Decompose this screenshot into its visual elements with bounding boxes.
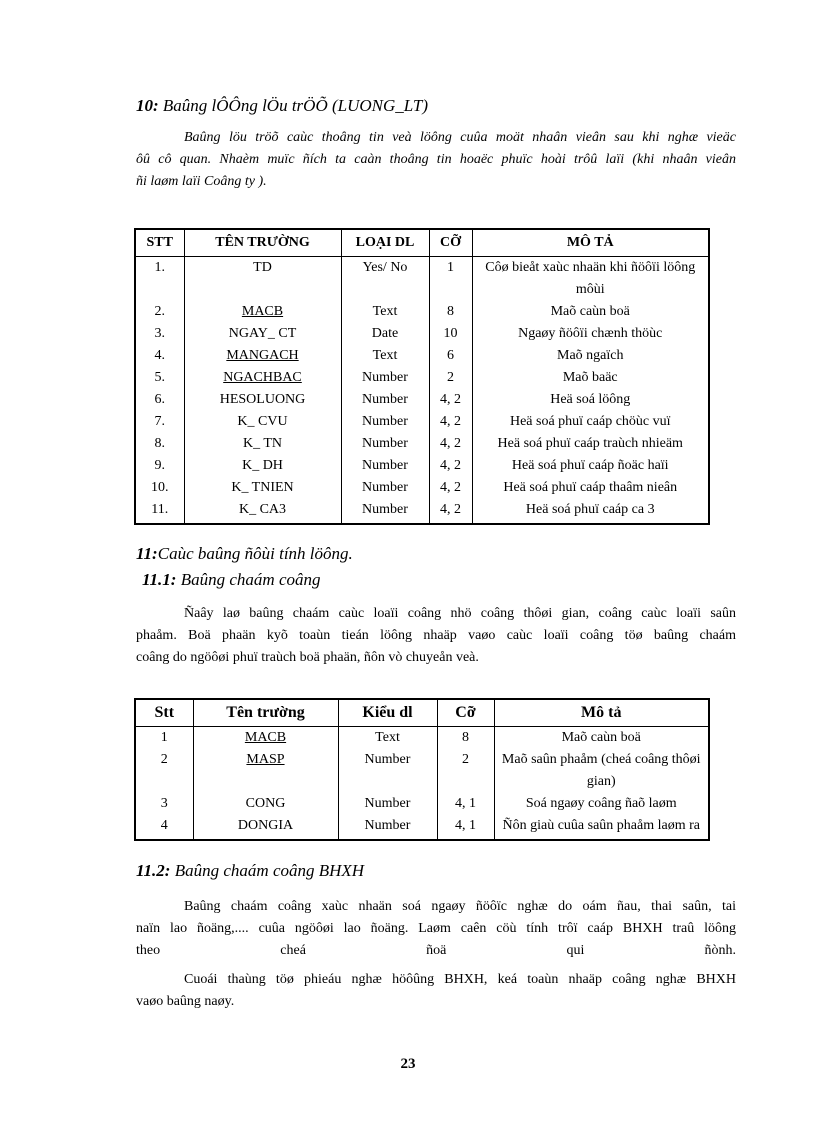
- cell-size: [429, 367, 472, 389]
- cell-size-text: 4, 1: [455, 818, 476, 833]
- cell-description-text: Maõ saûn phaåm (cheá coâng thôøi gian): [501, 752, 701, 789]
- para-line: Ñaây laø baûng chaám caùc loaïi coâng nhö coâng thôøi gian, coâng caùc loaïi saûn: [184, 606, 736, 621]
- cell-description: [472, 345, 709, 367]
- cell-description: [494, 749, 709, 793]
- cell-field-name-text: K_ TN: [242, 436, 283, 451]
- cell-data-type-text: Text: [372, 348, 398, 363]
- cell-data-type-text: Number: [362, 370, 408, 385]
- word: qui: [566, 943, 585, 958]
- cell-data-type-text: Number: [362, 458, 408, 473]
- cell-description-text: Maõ caùn boä: [550, 304, 630, 319]
- cell-data-type-text: Number: [362, 436, 408, 451]
- cell-stt-text: 7.: [154, 414, 165, 429]
- cell-field-name-text: MACB: [244, 730, 287, 745]
- cell-stt-text: 10.: [151, 480, 169, 495]
- section-10-heading: [136, 96, 428, 116]
- cell-description-text: Heä soá löông: [550, 392, 631, 407]
- cell-size: [437, 727, 494, 750]
- section-11-2-paragraph-1: [136, 896, 736, 962]
- word: cheá: [280, 943, 306, 958]
- section-11-1-title: Baûng chaám coâng: [176, 570, 321, 589]
- cell-data-type: [338, 727, 437, 750]
- cell-field-name: [193, 793, 338, 815]
- cell-size: [429, 411, 472, 433]
- word: ñònh.: [704, 943, 736, 958]
- para-line: Baûng chaám coâng xaùc nhaän soá ngaøy ñöôïc nghæ do oám ñau, thai saûn, tai: [184, 899, 736, 914]
- cell-stt: [135, 749, 193, 793]
- section-11-2-title: Baûng chaám coâng BHXH: [170, 861, 365, 880]
- cell-data-type-text: Date: [371, 326, 399, 341]
- cell-description: [472, 367, 709, 389]
- cell-size: [429, 433, 472, 455]
- section-11-number: 11:: [136, 544, 158, 563]
- word: ñoä: [426, 943, 447, 958]
- cell-field-name-text: TD: [253, 260, 272, 275]
- cell-field-name-text: K_ DH: [242, 458, 283, 473]
- cell-stt: [135, 499, 184, 524]
- cell-field-name-text: MASP: [246, 752, 285, 767]
- cell-size-text: 4, 2: [440, 458, 461, 473]
- cell-data-type: [338, 793, 437, 815]
- table-row: [135, 367, 709, 389]
- cell-description: [472, 433, 709, 455]
- cell-stt-text: 5.: [154, 370, 165, 385]
- cell-data-type-text: Text: [372, 304, 398, 319]
- cell-size: [437, 749, 494, 793]
- cell-description-text: Ngaøy ñöôïi chænh thöùc: [518, 326, 663, 341]
- cell-field-name: [184, 411, 341, 433]
- cell-stt-text: 4: [160, 818, 168, 833]
- table-header-row: [135, 229, 709, 257]
- cell-size-text: 8: [447, 304, 454, 319]
- word: theo: [136, 943, 161, 958]
- cell-field-name: [184, 367, 341, 389]
- cell-field-name: [184, 455, 341, 477]
- para-line: coâng do ngöôøi phuï traùch boä phaän, ñôn vò chuyeån veà.: [136, 650, 479, 665]
- cell-field-name-text: DONGIA: [237, 818, 294, 833]
- cell-stt: [135, 301, 184, 323]
- col-header-stt: STT: [135, 229, 184, 257]
- cell-field-name: [184, 477, 341, 499]
- cell-size: [429, 345, 472, 367]
- cell-size-text: 2: [447, 370, 454, 385]
- cell-stt-text: 3: [160, 796, 168, 811]
- section-10-number: 10:: [136, 96, 159, 115]
- table-row: [135, 411, 709, 433]
- cell-description: [494, 815, 709, 840]
- cell-data-type: [341, 499, 429, 524]
- table-header-row: [135, 699, 709, 727]
- cell-stt: [135, 345, 184, 367]
- cell-data-type-text: Text: [375, 730, 400, 745]
- cell-size-text: 2: [462, 752, 469, 767]
- cell-size: [437, 793, 494, 815]
- cell-data-type-text: Number: [362, 480, 408, 495]
- cell-stt: [135, 367, 184, 389]
- section-10-paragraph: [136, 127, 736, 193]
- cell-description-text: Maõ baäc: [562, 370, 618, 385]
- cell-description-text: Heä soá phuï caáp traùch nhieäm: [497, 436, 683, 451]
- chamcong-table: [134, 698, 710, 841]
- cell-stt-text: 1: [160, 730, 168, 745]
- cell-size: [429, 323, 472, 345]
- cell-field-name: [193, 815, 338, 840]
- section-11-title: Caùc baûng ñôùi tính löông.: [157, 544, 353, 563]
- section-11-2-paragraph-2: [136, 969, 736, 1013]
- cell-description: [494, 793, 709, 815]
- col-header-desc: Mô tả: [494, 699, 709, 727]
- cell-description: [472, 257, 709, 302]
- cell-size-text: 1: [447, 260, 454, 275]
- cell-data-type: [341, 345, 429, 367]
- cell-stt: [135, 815, 193, 840]
- para-line: vaøo baûng naøy.: [136, 994, 235, 1009]
- col-header-size: CỠ: [429, 229, 472, 257]
- cell-description: [472, 301, 709, 323]
- cell-data-type: [341, 367, 429, 389]
- cell-stt: [135, 727, 193, 750]
- para-line: Baûng löu tröõ caùc thoâng tin veà löông cuûa moät nhaân vieân sau khi nghæ vieäc: [184, 130, 736, 145]
- col-header-size: Cỡ: [437, 699, 494, 727]
- cell-data-type: [341, 433, 429, 455]
- table-row: [135, 323, 709, 345]
- cell-description: [472, 477, 709, 499]
- cell-data-type: [341, 323, 429, 345]
- cell-stt: [135, 411, 184, 433]
- section-11-1-heading: [142, 570, 321, 590]
- cell-stt-text: 2: [160, 752, 168, 767]
- table-row: [135, 749, 709, 793]
- cell-description-text: Soá ngaøy coâng ñaõ laøm: [525, 796, 677, 811]
- para-line: naïn lao ñoäng,.... cuûa ngöôøi lao ñoäng. Laøm caên cöù tính trôï caáp BHXH traû löông: [136, 921, 736, 936]
- cell-size: [429, 389, 472, 411]
- cell-field-name: [193, 727, 338, 750]
- cell-size-text: 4, 1: [455, 796, 476, 811]
- cell-field-name: [184, 257, 341, 302]
- table-row: [135, 301, 709, 323]
- cell-size: [429, 455, 472, 477]
- cell-stt-text: 1.: [154, 260, 165, 275]
- cell-size-text: 10: [443, 326, 458, 341]
- cell-stt-text: 4.: [154, 348, 165, 363]
- table-row: [135, 389, 709, 411]
- cell-field-name-text: NGACHBAC: [223, 370, 302, 385]
- cell-data-type-text: Number: [362, 392, 408, 407]
- cell-field-name-text: MACB: [241, 304, 284, 319]
- cell-field-name-text: K_ TNIEN: [231, 480, 294, 495]
- table-row: [135, 257, 709, 302]
- table-row: [135, 477, 709, 499]
- section-11-2-number: 11.2:: [136, 861, 171, 880]
- col-header-stt: Stt: [135, 699, 193, 727]
- para-line-spread: [136, 940, 736, 962]
- cell-data-type: [338, 749, 437, 793]
- cell-description-text: Heä soá phuï caáp ca 3: [525, 502, 655, 517]
- table-row: [135, 499, 709, 524]
- cell-description-text: Maõ caùn boä: [561, 730, 641, 745]
- cell-description: [472, 389, 709, 411]
- cell-field-name: [184, 499, 341, 524]
- col-header-name: TÊN TRƯỜNG: [184, 229, 341, 257]
- cell-stt: [135, 323, 184, 345]
- cell-size: [429, 499, 472, 524]
- cell-description: [472, 323, 709, 345]
- cell-size-text: 4, 2: [440, 436, 461, 451]
- cell-field-name: [184, 301, 341, 323]
- cell-data-type: [341, 301, 429, 323]
- cell-size-text: 4, 2: [440, 480, 461, 495]
- table-row: [135, 345, 709, 367]
- table-row: [135, 727, 709, 750]
- table-row: [135, 815, 709, 840]
- cell-stt-text: 3.: [154, 326, 165, 341]
- cell-field-name: [184, 389, 341, 411]
- cell-field-name-text: NGAY_ CT: [228, 326, 297, 341]
- cell-data-type: [341, 455, 429, 477]
- cell-description-text: Ñôn giaù cuûa saûn phaåm laøm ra: [502, 818, 700, 833]
- cell-stt: [135, 433, 184, 455]
- luong-lt-table: [134, 228, 710, 525]
- cell-description-text: Heä soá phuï caáp chöùc vuï: [509, 414, 671, 429]
- cell-data-type-text: Yes/ No: [362, 260, 408, 275]
- cell-size: [429, 301, 472, 323]
- cell-stt: [135, 257, 184, 302]
- cell-field-name-text: K_ CA3: [238, 502, 287, 517]
- cell-description: [472, 411, 709, 433]
- cell-description: [472, 499, 709, 524]
- cell-data-type: [341, 411, 429, 433]
- cell-data-type: [341, 257, 429, 302]
- cell-data-type-text: Number: [364, 796, 411, 811]
- table-row: [135, 793, 709, 815]
- cell-field-name-text: MANGACH: [226, 348, 299, 363]
- cell-stt-text: 8.: [154, 436, 165, 451]
- page-number: 23: [400, 1056, 416, 1072]
- cell-size-text: 8: [462, 730, 469, 745]
- cell-stt: [135, 389, 184, 411]
- cell-description-text: Heä soá phuï caáp ñoäc haïi: [511, 458, 669, 473]
- cell-field-name-text: K_ CVU: [237, 414, 288, 429]
- cell-description: [494, 727, 709, 750]
- cell-field-name: [193, 749, 338, 793]
- cell-size: [429, 477, 472, 499]
- section-10-title: Baûng lÔÔng lÖu trÖÕ (LUONG_LT): [158, 96, 428, 115]
- cell-field-name: [184, 433, 341, 455]
- cell-data-type-text: Number: [362, 502, 408, 517]
- cell-field-name: [184, 323, 341, 345]
- para-line: ñi laøm laïi Coâng ty ).: [136, 174, 267, 189]
- cell-data-type-text: Number: [364, 818, 411, 833]
- cell-stt: [135, 793, 193, 815]
- para-line: phaåm. Boä phaän kyõ toaùn tieán löông nhaäp vaøo caùc loaïi coâng töø baûng chaám: [136, 628, 736, 643]
- cell-description: [472, 455, 709, 477]
- cell-stt-text: 9.: [154, 458, 165, 473]
- cell-data-type-text: Number: [364, 752, 411, 767]
- section-11-1-number: 11.1:: [142, 570, 177, 589]
- section-11-1-paragraph: [136, 603, 736, 669]
- col-header-desc: MÔ TẢ: [472, 229, 709, 257]
- cell-stt: [135, 455, 184, 477]
- col-header-type: LOẠI DL: [341, 229, 429, 257]
- cell-size-text: 6: [447, 348, 454, 363]
- cell-stt-text: 2.: [154, 304, 165, 319]
- cell-data-type-text: Number: [362, 414, 408, 429]
- cell-size-text: 4, 2: [440, 414, 461, 429]
- cell-size: [429, 257, 472, 302]
- cell-field-name: [184, 345, 341, 367]
- table-row: [135, 433, 709, 455]
- table-row: [135, 455, 709, 477]
- cell-stt: [135, 477, 184, 499]
- cell-size-text: 4, 2: [440, 392, 461, 407]
- col-header-type: Kiểu dl: [338, 699, 437, 727]
- cell-description-text: Heä soá phuï caáp thaâm nieân: [503, 480, 678, 495]
- para-line: Cuoái thaùng töø phieáu nghæ höôûng BHXH, keá toaùn nhaäp coâng nghæ BHXH: [184, 972, 736, 987]
- cell-size-text: 4, 2: [440, 502, 461, 517]
- section-11-heading: [136, 544, 353, 564]
- cell-description-text: Côø bieåt xaùc nhaän khi ñöôïi löông môùi: [485, 260, 696, 297]
- cell-data-type: [338, 815, 437, 840]
- cell-field-name-text: HESOLUONG: [219, 392, 306, 407]
- cell-data-type: [341, 389, 429, 411]
- col-header-name: Tên trường: [193, 699, 338, 727]
- cell-stt-text: 11.: [151, 502, 169, 517]
- para-line: ôû cô quan. Nhaèm muïc ñích ta caàn thoâng tin hoaëc phuïc hoài trôû laïi (khi nhaân vieân: [136, 152, 736, 167]
- cell-description-text: Maõ ngaïch: [557, 348, 624, 363]
- cell-data-type: [341, 477, 429, 499]
- cell-field-name-text: CONG: [245, 796, 286, 811]
- cell-stt-text: 6.: [154, 392, 165, 407]
- section-11-2-heading: [136, 861, 364, 881]
- cell-size: [437, 815, 494, 840]
